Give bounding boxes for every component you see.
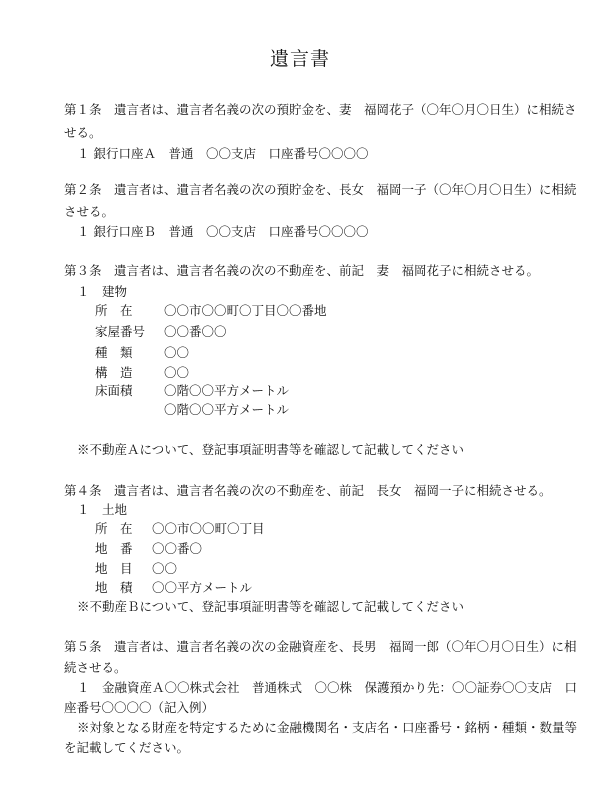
article3-value-structure: 〇〇 (164, 365, 190, 380)
article4-label-land-area: 地 積 (95, 580, 133, 595)
article3-note: ※不動産Ａについて、登記事項証明書等を確認して記載してください (77, 442, 465, 457)
article3-value-floor-area-2: 〇階〇〇平方メートル (164, 402, 290, 417)
article5-line1: 第５条 遺言者は、遺言者名義の次の金融資産を、長男 福岡一郎（〇年〇月〇日生）に相 (64, 639, 577, 654)
article2-line2: させる。 (64, 204, 115, 219)
article4-label-lot-number: 地 番 (95, 541, 133, 556)
article4-value-lot-number: 〇〇番〇 (152, 541, 203, 556)
article5-line2: 続させる。 (64, 660, 127, 675)
article1-line2: せる。 (64, 125, 102, 140)
article5-note-line1: ※対象となる財産を特定するために金融機関名・支店名・口座番号・銘柄・種類・数量等 (77, 720, 578, 735)
article5-item-line2: 座番号〇〇〇〇（記入例） (64, 700, 215, 715)
article4-line1: 第４条 遺言者は、遺言者名義の次の不動産を、前記 長女 福岡一子に相続させる。 (64, 483, 552, 498)
article4-value-location: 〇〇市〇〇町〇丁目 (152, 521, 265, 536)
article4-value-land-category: 〇〇 (152, 561, 178, 576)
article4-label-location: 所 在 (95, 521, 133, 536)
document-title: 遺言書 (269, 48, 330, 70)
article3-line1: 第３条 遺言者は、遺言者名義の次の不動産を、前記 妻 福岡花子に相続させる。 (64, 263, 540, 278)
article3-label-floor-area: 床面積 (95, 383, 133, 398)
article3-value-floor-area-1: 〇階〇〇平方メートル (164, 383, 290, 398)
article5-note-line2: を記載してください。 (64, 740, 190, 755)
article5-item-line1: １ 金融資産Ａ〇〇株式会社 普通株式 〇〇株 保護預かり先：〇〇証券〇〇支店 口 (77, 680, 578, 695)
article2-item: １ 銀行口座Ｂ 普通 〇〇支店 口座番号〇〇〇〇 (77, 224, 369, 239)
article4-note: ※不動産Ｂについて、登記事項証明書等を確認して記載してください (77, 599, 465, 614)
article4-item-head: １ 土地 (77, 502, 128, 517)
article1-line1: 第１条 遺言者は、遺言者名義の次の預貯金を、妻 福岡花子（〇年〇月〇日生）に相続さ (64, 102, 577, 117)
article3-label-house-number: 家屋番号 (95, 324, 146, 339)
article4-value-land-area: 〇〇平方メートル (152, 580, 253, 595)
article3-value-house-number: 〇〇番〇〇 (164, 324, 227, 339)
article3-item-head: １ 建物 (77, 284, 128, 299)
article3-label-structure: 構 造 (95, 365, 133, 380)
article3-value-location: 〇〇市〇〇町〇丁目〇〇番地 (164, 303, 327, 318)
article1-item: １ 銀行口座Ａ 普通 〇〇支店 口座番号〇〇〇〇 (77, 146, 369, 161)
article3-value-type: 〇〇 (164, 345, 190, 360)
article4-label-land-category: 地 目 (95, 561, 133, 576)
article2-line1: 第２条 遺言者は、遺言者名義の次の預貯金を、長女 福岡一子（〇年〇月〇日生）に相続 (64, 182, 577, 197)
article3-label-type: 種 類 (95, 345, 133, 360)
article3-label-location: 所 在 (95, 303, 133, 318)
